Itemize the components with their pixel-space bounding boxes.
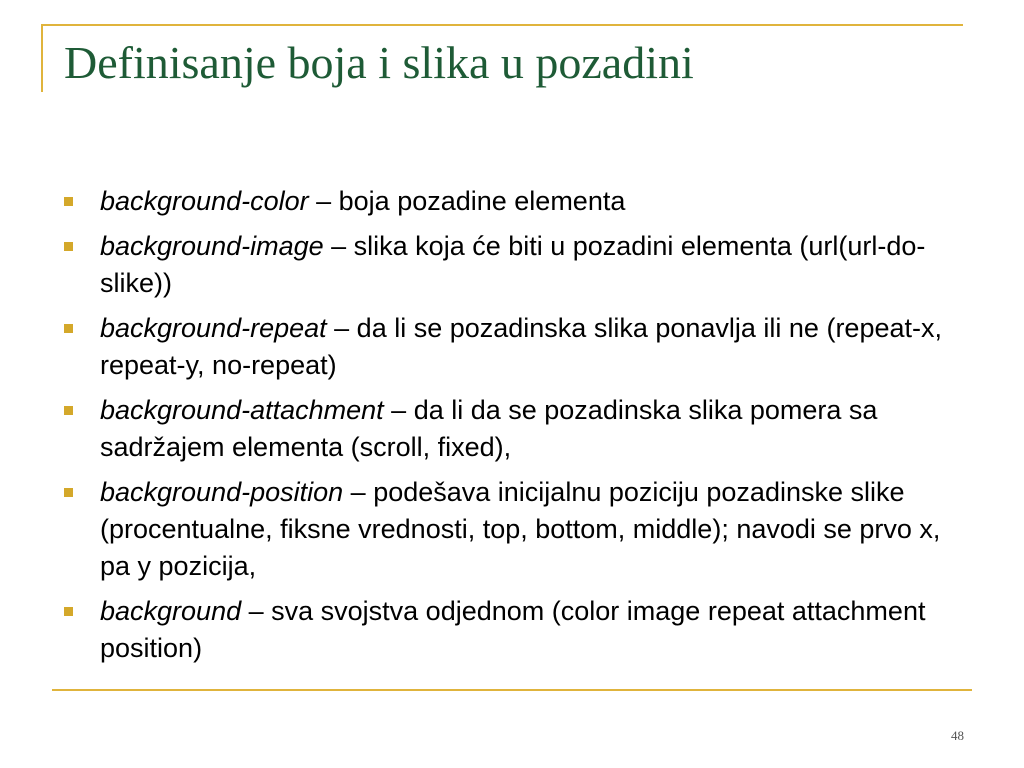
frame-top-line — [41, 24, 963, 26]
square-bullet-icon — [64, 242, 73, 251]
bullet-term: background-repeat — [100, 313, 327, 343]
bullet-description: – da li se pozadinska slika ponavlja ili ne (repeat-x, repeat-y, no-repeat) — [100, 313, 942, 380]
bullet-item — [64, 183, 974, 220]
page-number: 48 — [951, 728, 964, 743]
bullet-item — [64, 593, 974, 667]
square-bullet-icon — [64, 197, 73, 206]
bullet-term: background-position — [100, 477, 344, 507]
bullet-item — [64, 474, 974, 585]
bullet-term: background-image — [100, 231, 324, 261]
square-bullet-icon — [64, 406, 73, 415]
square-bullet-icon — [64, 324, 73, 333]
bullet-item — [64, 310, 974, 384]
bullet-description: – podešava inicijalnu poziciju pozadinske slike (procentualne, fiksne vrednosti, top, bottom, middle); navodi se prvo x, pa y pozicija, — [100, 477, 941, 581]
bullet-description: – da li da se pozadinska slika pomera sa sadržajem elementa (scroll, fixed), — [100, 395, 878, 462]
bullet-description: – sva svojstva odjednom (color image repeat attachment position) — [100, 596, 926, 663]
slide-title: Definisanje boja i slika u pozadini — [64, 37, 694, 88]
bullet-term: background-color — [100, 186, 309, 216]
square-bullet-icon — [64, 488, 73, 497]
bullet-term: background-attachment — [100, 395, 384, 425]
bullet-term: background — [100, 596, 242, 626]
bullet-item — [64, 228, 974, 302]
bullet-description: – slika koja će biti u pozadini elementa (url(url-do-slike)) — [100, 231, 926, 298]
bullet-item — [64, 392, 974, 466]
frame-left-line — [41, 24, 43, 92]
square-bullet-icon — [64, 607, 73, 616]
bullet-description: – boja pozadine elementa — [308, 186, 626, 216]
bottom-divider — [52, 689, 972, 691]
bullet-list — [64, 183, 974, 675]
